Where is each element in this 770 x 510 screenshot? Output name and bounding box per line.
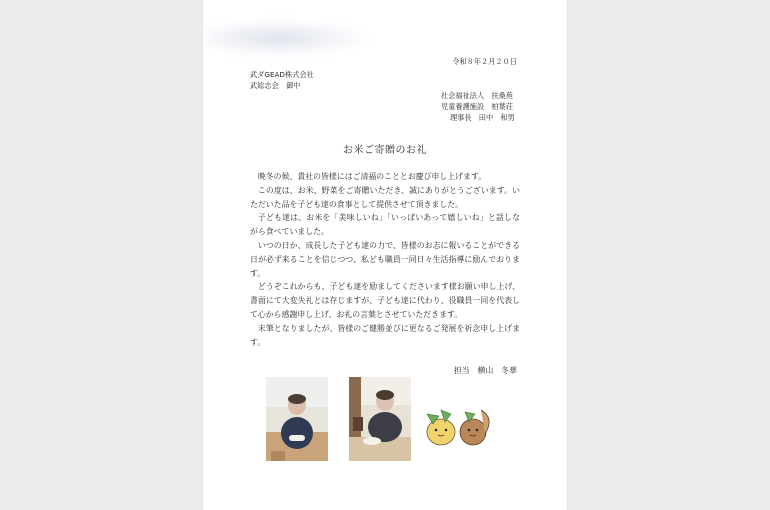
body-paragraph: この度は、お米、野菜をご寄贈いただき、誠にありがとうございます。いただいた品を子ども達の食事として提供させて頂きました。	[250, 185, 520, 209]
body-paragraph: 子ども達は、お米を「美味しいね」「いっぱいあって嬉しいね」と話しながら食べていました。	[250, 213, 520, 237]
child-eating-photo-right	[349, 377, 411, 461]
sender-director: 理事長 田中 和男	[450, 113, 515, 122]
mascot-illustration	[421, 400, 495, 450]
body-paragraph: 晩冬の候、貴社の皆様にはご清福のこととお慶び申し上げます。	[257, 172, 487, 181]
body-paragraph: いつの日か、成長した子ども達の力で、皆様のお志に報いることができる日が必ず来ることを信じつつ、私ども職員一同日々生活指導に励んでおります。	[250, 240, 520, 278]
child-eating-photo-left	[266, 377, 328, 461]
letter-body	[250, 170, 520, 349]
body-paragraph: 末筆となりましたが、皆様のご健勝並びに更なるご発展を祈念申し上げます。	[250, 323, 520, 347]
signature: 担当 横山 冬華	[453, 366, 517, 375]
recipient-company: 武ダGEAD株式会社	[250, 70, 314, 79]
sender-facility: 児童養護施設 柏葉荘	[441, 102, 513, 111]
letter-date: 令和８年２月２０日	[452, 57, 517, 66]
redaction-blur	[203, 20, 373, 56]
letter-page	[203, 0, 567, 510]
recipient-department: 武総志会 御中	[250, 81, 301, 90]
body-paragraph: どうぞこれからも、子ども達を励ましてくださいます様お願い申し上げ、書面にて大変失礼とは存じますが、子ども達に代わり、役職員一同を代表して心から感謝申し上げ、お礼の言葉とさせていただきます。	[250, 282, 520, 319]
sender-corporation: 社会福祉法人 扶桑苑	[441, 91, 513, 100]
letter-title: お米ご寄贈のお礼	[343, 145, 427, 156]
